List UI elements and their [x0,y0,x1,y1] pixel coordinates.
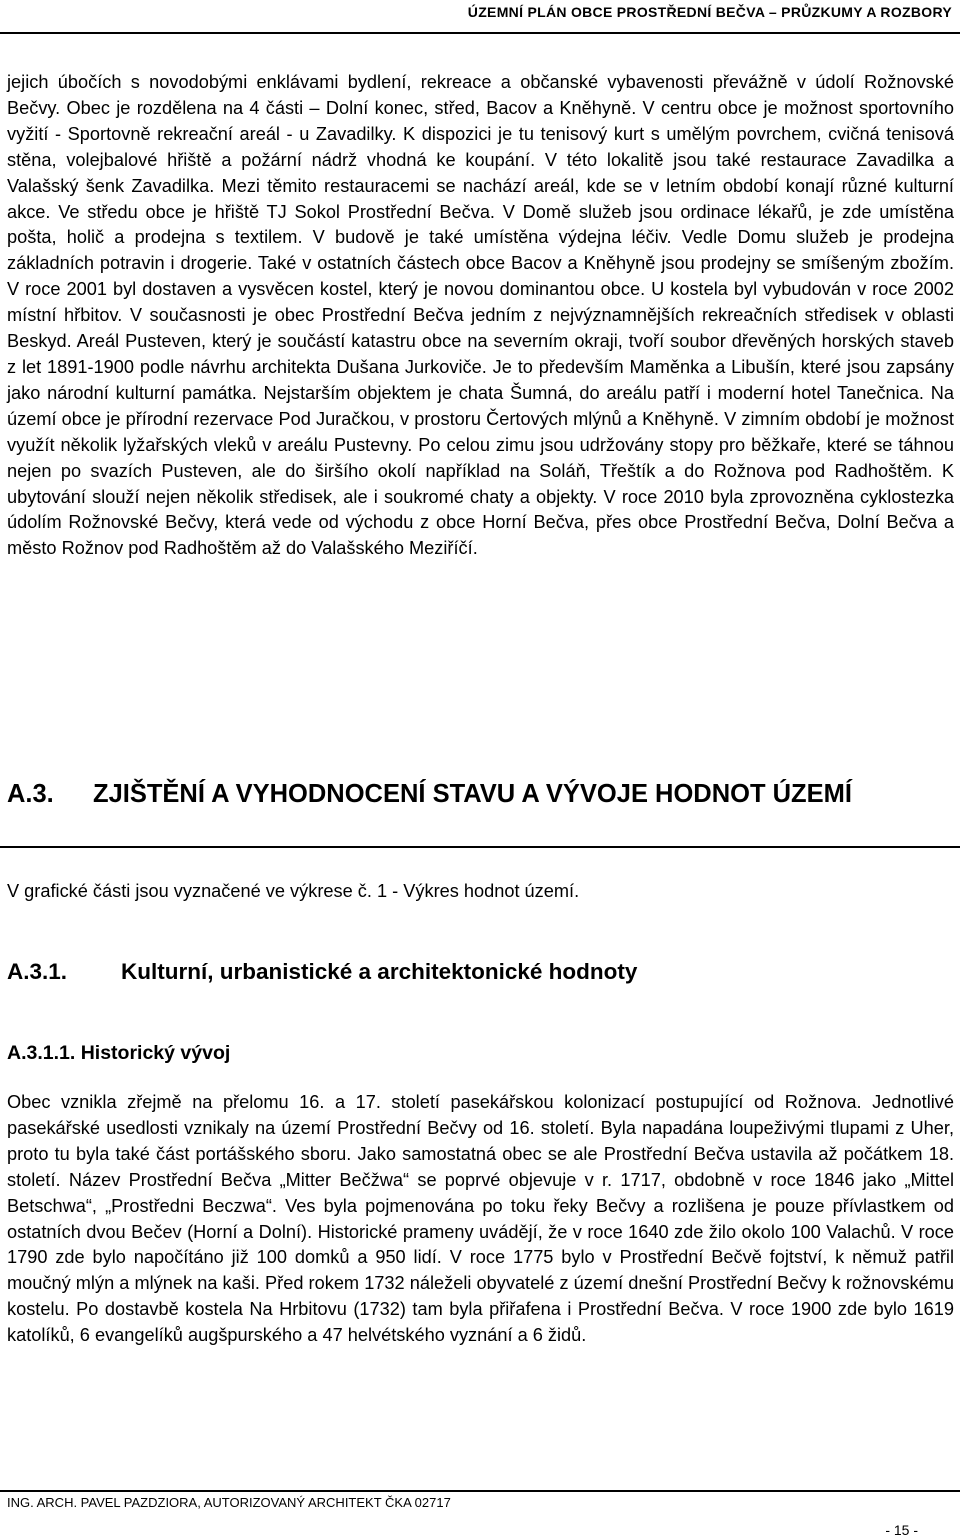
section-divider [0,846,960,848]
page-number: - 15 - [885,1522,918,1538]
section-number: A.3. [7,780,54,808]
section-title: ZJIŠTĚNÍ A VYHODNOCENÍ STAVU A VÝVOJE HODNOT ÚZEMÍ [93,780,852,808]
footer-author: ING. ARCH. PAVEL PAZDZIORA, AUTORIZOVANÝ ARCHITEKT ČKA 02717 [7,1495,451,1510]
body-paragraph-2: V grafické části jsou vyznačené ve výkrese č. 1 - Výkres hodnot území. [7,881,580,901]
subsection-number: A.3.1. [7,959,68,984]
body-paragraph-1: jejich úbočích s novodobými enklávami bydlení, rekreace a občanské vybavenosti převážně v údolí Rožnovské Bečvy. Obec je rozdělena na 4 části – Dolní konec, střed, Bacov a Kněhyně. V centru obce je možnost sportovního vyžití - Sportovně rekreační areál - u Zavadilky. K dispozici je tu tenisový kurt s umělým povrchem, cvičná tenisová stěna, volejbalové hřiště a požární nádrž vhodná ke koupání. V této lokalitě jsou také restaurace Zavadilka a Valašský šenk Zavadilka. Mezi těmito restauracemi se nachází areál, kde se v letním období konají různé kulturní akce. Ve středu obce je hřiště TJ Sokol Prostřední Bečva. V Domě služeb jsou ordinace lékařů, je zde umístěna pošta, holič a prodejna s textilem. V budově je také umístěna výdejna léčiv. Vedle Domu služeb je prodejna základních potravin i drogerie. Také v ostatních částech obce Bacov a Kněhyně jsou prodejny se smíšeným zbožím. V roce 2001 byl dostaven a vysvěcen kostel, který je novou dominantou obce. U kostela byl vybudován v roce 2002 místní hřbitov. V současnosti je obec Prostřední Bečva jedním z nejvýznamnějších rekreačních středisek v oblasti Beskyd. Areál Pusteven, který je součástí katastru obce na severním okraji, tvoří soubor dřevěných horských staveb z let 1891-1900 podle návrhu architekta Dušana Jurkoviče. Je to především Maměnka a Libušín, které jsou zapsány jako národní kulturní památka. Nejstarším objektem je chata Šumná, do areálu patří i moderní hotel Tanečnica. Na území obce je přírodní rezervace Pod Juračkou, v prostoru Čertových mlýnů a Kněhyně. V zimním období je možnost využít několik lyžařských vleků v areálu Pustevny. Po celou zimu jsou udržovány stopy pro běžkaře, které se táhnou nejen po svazích Pusteven, ale do širšího okolí například na Soláň, Třeštík a do Rožnova pod Radhoštěm. K ubytování slouží nejen několik středisek, ale i soukromé chaty a objekty. V roce 2010 byla zprovozněna cyklostezka údolím Rožnovské Bečvy, která vede od východu z obce Horní Bečva, přes obce Prostřední Bečva, Dolní Bečva a město Rožnov pod Radhoštěm až do Valašského Meziříčí. [7,72,954,559]
header-divider [0,32,960,34]
subsection-title: Kulturní, urbanistické a architektonické hodnoty [121,959,638,984]
running-header: ÚZEMNÍ PLÁN OBCE PROSTŘEDNÍ BEČVA – PRŮZKUMY A ROZBORY [467,4,952,20]
body-paragraph-3: Obec vznikla zřejmě na přelomu 16. a 17. století pasekářskou kolonizací postupující od Rožnova. Jednotlivé pasekářské usedlosti vznikaly na území Prostřední Bečvy od 16. století. Byla napadána loupeživými tlupami z Uher, proto tu byla také část portášského sboru. Jako samostatná obec se ale Prostřední Bečva ustavila až počátkem 18. století. Název Prostřední Bečva „Mitter Bečžwa“ se poprvé objevuje v r. 1717, obdobně v roce 1846 jako „Mittel Betschwa“, „Prostředni Beczwa“. Ves byla pojmenována po toku řeky Bečvy a rozlišena je pouze přívlastkem od ostatních dvou Bečev (Horní a Dolní). Historické prameny uvádějí, že v roce 1640 zde žilo okolo 100 Valachů. V roce 1790 zde bylo napočítáno již 100 domků a 950 lidí. V roce 1775 bylo v Prostřední Bečvě fojtství, k němuž patřil moučný mlýn a mlýnek na kaši. Před rokem 1732 náleželi obyvatelé z území dnešní Prostřední Bečvy k rožnovskému kostelu. Po dostavbě kostela Na Hrbitovu (1732) tam byla přiřafena i Prostřední Bečva. V roce 1900 zde bylo 1619 katolíků, 6 evangelíků augšpurského a 47 helvétského vyznání a 6 židů. [7,1092,954,1346]
section-heading [7,778,952,811]
subsection-heading [7,959,637,985]
subsubsection-heading: A.3.1.1. Historický vývoj [7,1042,231,1064]
footer-divider [0,1490,960,1492]
